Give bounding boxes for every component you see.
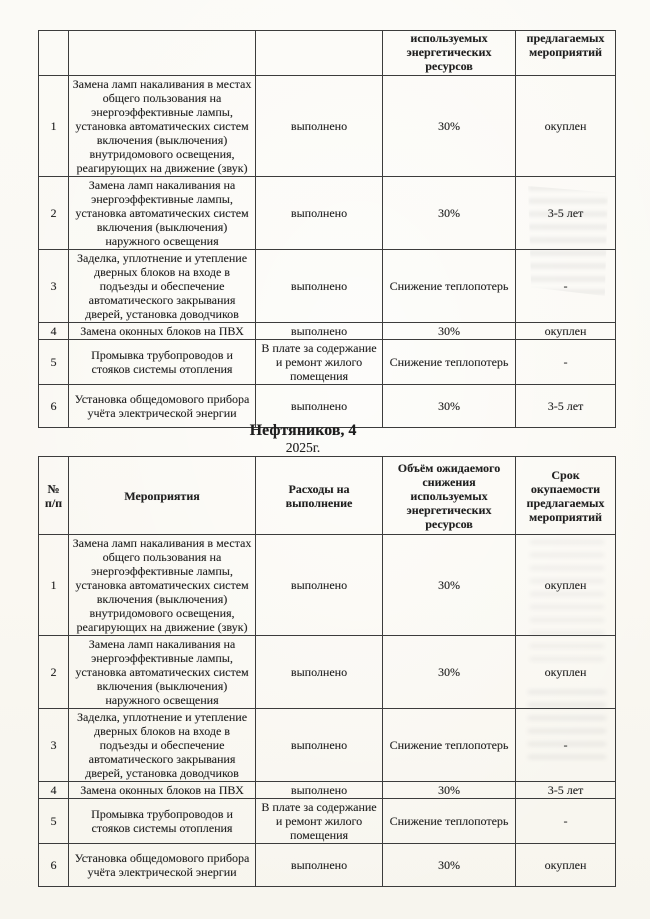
cost-cell: выполнено	[256, 636, 383, 709]
row-number-cell: 2	[39, 636, 69, 709]
payback-cell: -	[516, 340, 616, 385]
measure-cell: Замена оконных блоков на ПВХ	[69, 782, 256, 799]
cost-cell: выполнено	[256, 250, 383, 323]
table-row	[39, 636, 616, 709]
measure-cell: Замена ламп накаливания на энергоэффективные лампы, установка автоматических систем включения (выключения) наружного освещения	[69, 636, 256, 709]
table-row	[39, 844, 616, 887]
payback-cell: окуплен	[516, 535, 616, 636]
row-number-cell: 3	[39, 709, 69, 782]
row-number-cell: 4	[39, 323, 69, 340]
header-cell-measure: Мероприятия	[69, 457, 256, 535]
measure-cell: Промывка трубопроводов и стояков системы отопления	[69, 799, 256, 844]
measure-cell: Замена ламп накаливания в местах общего пользования на энергоэффективные лампы, установка автоматических систем включения (выключения) внутридомового освещения, реагирующих на движение (звук)	[69, 535, 256, 636]
row-number-cell: 1	[39, 76, 69, 177]
measures-table-2025	[38, 456, 616, 887]
cost-cell: выполнено	[256, 76, 383, 177]
header-cell-payback: предлагаемых мероприятий	[516, 31, 616, 76]
header-cell-measure	[69, 31, 256, 76]
reduction-cell: Снижение теплопотерь	[383, 709, 516, 782]
cost-cell: выполнено	[256, 323, 383, 340]
reduction-cell: 30%	[383, 535, 516, 636]
reduction-cell: 30%	[383, 385, 516, 428]
measure-cell: Установка общедомового прибора учёта электрической энергии	[69, 844, 256, 887]
table-row	[39, 177, 616, 250]
header-cell-cost: Расходы на выполнение	[256, 457, 383, 535]
row-number-cell: 2	[39, 177, 69, 250]
cost-cell: выполнено	[256, 844, 383, 887]
measure-cell: Заделка, уплотнение и утепление дверных блоков на входе в подъезды и обеспечение автоматического закрывания дверей, установка доводчиков	[69, 709, 256, 782]
measures-table-continued	[38, 30, 616, 428]
header-cell-payback: Срок окупаемости предлагаемых мероприятий	[516, 457, 616, 535]
cost-cell: В плате за содержание и ремонт жилого помещения	[256, 340, 383, 385]
row-number-cell: 1	[39, 535, 69, 636]
cost-cell: выполнено	[256, 782, 383, 799]
row-number-cell: 6	[39, 844, 69, 887]
cost-cell: выполнено	[256, 709, 383, 782]
measure-cell: Заделка, уплотнение и утепление дверных блоков на входе в подъезды и обеспечение автоматического закрывания дверей, установка доводчиков	[69, 250, 256, 323]
measure-cell: Замена оконных блоков на ПВХ	[69, 323, 256, 340]
table-row	[39, 250, 616, 323]
header-cell-number	[39, 31, 69, 76]
payback-cell: -	[516, 709, 616, 782]
cost-cell: выполнено	[256, 535, 383, 636]
reduction-cell: 30%	[383, 76, 516, 177]
header-cell-reduction: используемых энергетических ресурсов	[383, 31, 516, 76]
row-number-cell: 3	[39, 250, 69, 323]
row-number-cell: 5	[39, 799, 69, 844]
reduction-cell: Снижение теплопотерь	[383, 799, 516, 844]
table-header-row	[39, 457, 616, 535]
row-number-cell: 5	[39, 340, 69, 385]
header-cell-cost	[256, 31, 383, 76]
reduction-cell: 30%	[383, 782, 516, 799]
cost-cell: В плате за содержание и ремонт жилого помещения	[256, 799, 383, 844]
payback-cell: -	[516, 250, 616, 323]
header-cell-reduction: Объём ожидаемого снижения используемых энергетических ресурсов	[383, 457, 516, 535]
table-row	[39, 782, 616, 799]
year-subtitle: 2025г.	[285, 440, 321, 455]
row-number-cell: 6	[39, 385, 69, 428]
reduction-cell: 30%	[383, 844, 516, 887]
payback-cell: -	[516, 799, 616, 844]
table-row	[39, 709, 616, 782]
reduction-cell: 30%	[383, 323, 516, 340]
table-row	[39, 799, 616, 844]
payback-cell: 3-5 лет	[516, 177, 616, 250]
reduction-cell: Снижение теплопотерь	[383, 250, 516, 323]
measure-cell: Замена ламп накаливания на энергоэффективные лампы, установка автоматических систем включения (выключения) наружного освещения	[69, 177, 256, 250]
table-row	[39, 535, 616, 636]
reduction-cell: 30%	[383, 177, 516, 250]
table-row	[39, 323, 616, 340]
measure-cell: Промывка трубопроводов и стояков системы отопления	[69, 340, 256, 385]
cost-cell: выполнено	[256, 385, 383, 428]
section-heading	[38, 421, 568, 455]
payback-cell: 3-5 лет	[516, 385, 616, 428]
row-number-cell: 4	[39, 782, 69, 799]
reduction-cell: Снижение теплопотерь	[383, 340, 516, 385]
measure-cell: Замена ламп накаливания в местах общего пользования на энергоэффективные лампы, установка автоматических систем включения (выключения) внутридомового освещения, реагирующих на движение (звук)	[69, 76, 256, 177]
payback-cell: окуплен	[516, 844, 616, 887]
payback-cell: окуплен	[516, 76, 616, 177]
payback-cell: окуплен	[516, 323, 616, 340]
reduction-cell: 30%	[383, 636, 516, 709]
address-title: Нефтяников, 4	[249, 422, 357, 439]
table-row	[39, 76, 616, 177]
table-header-row	[39, 31, 616, 76]
table-row	[39, 340, 616, 385]
measure-cell: Установка общедомового прибора учёта электрической энергии	[69, 385, 256, 428]
payback-cell: 3-5 лет	[516, 782, 616, 799]
header-cell-number: № п/п	[39, 457, 69, 535]
payback-cell: окуплен	[516, 636, 616, 709]
cost-cell: выполнено	[256, 177, 383, 250]
